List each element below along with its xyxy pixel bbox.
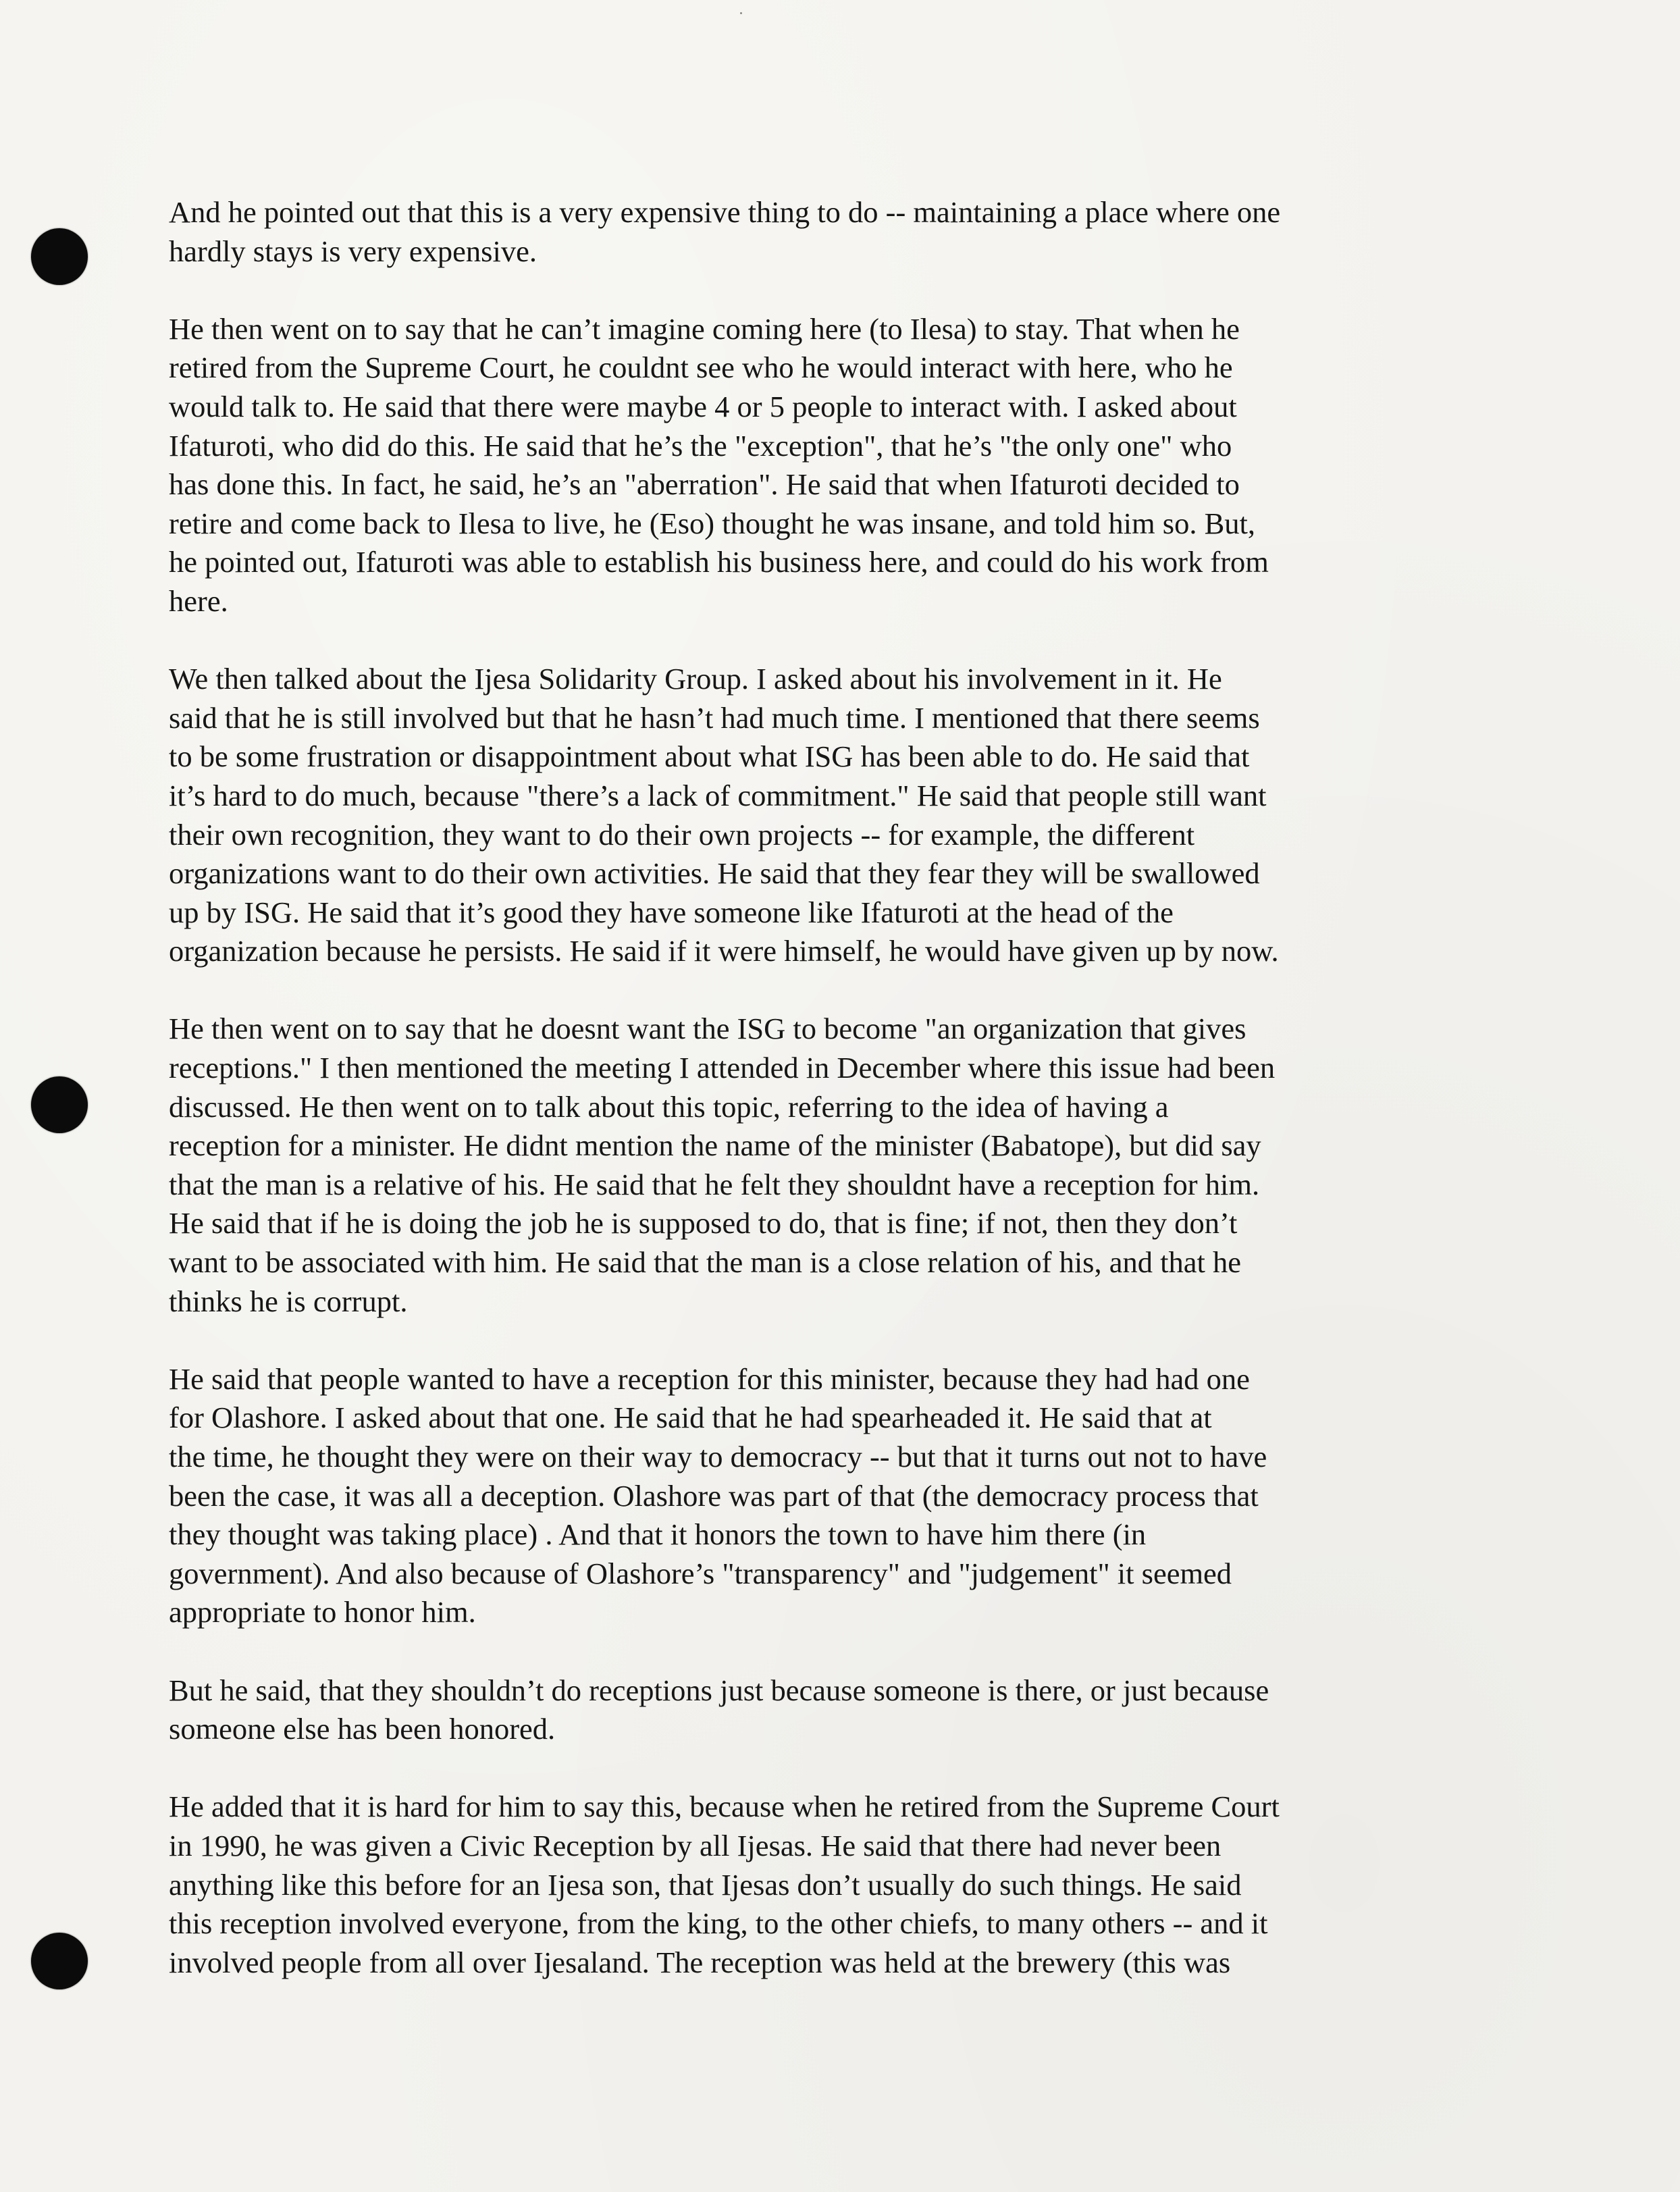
- text-line: in 1990, he was given a Civic Reception by all Ijesas. He said that there had never been: [169, 1828, 1222, 1862]
- text-line: discussed. He then went on to talk about this topic, referring to the idea of having a: [169, 1089, 1169, 1124]
- paragraph: [169, 193, 1492, 271]
- text-line: Ifaturoti, who did do this. He said that he’s the "exception", that he’s "the only one" who: [169, 428, 1232, 463]
- text-line: been the case, it was all a deception. Olashore was part of that (the democracy process that: [169, 1478, 1259, 1513]
- scan-speck: [740, 12, 742, 14]
- text-line: We then talked about the Ijesa Solidarity Group. I asked about his involvement in it. He: [169, 662, 1222, 696]
- text-line: receptions." I then mentioned the meeting I attended in December where this issue had been: [169, 1051, 1276, 1085]
- punch-hole-top: [31, 228, 88, 285]
- text-line: to be some frustration or disappointment about what ISG has been able to do. He said that: [169, 739, 1250, 774]
- text-line: appropriate to honor him.: [169, 1595, 476, 1629]
- text-line: He then went on to say that he can’t imagine coming here (to Ilesa) to stay. That when he: [169, 311, 1240, 346]
- text-line: He said that if he is doing the job he is supposed to do, that is fine; if not, then they don’t: [169, 1206, 1238, 1241]
- punch-hole-bottom: [31, 1933, 88, 1989]
- text-line: for Olashore. I asked about that one. He said that he had spearheaded it. He said that at: [169, 1401, 1212, 1435]
- text-line: want to be associated with him. He said that the man is a close relation of his, and that he: [169, 1245, 1241, 1280]
- text-line: anything like this before for an Ijesa son, that Ijesas don’t usually do such things. He said: [169, 1867, 1242, 1902]
- text-line: reception for a minister. He didnt mention the name of the minister (Babatope), but did say: [169, 1128, 1261, 1163]
- text-line: organizations want to do their own activities. He said that they fear they will be swallowed: [169, 856, 1260, 891]
- text-line: someone else has been honored.: [169, 1712, 556, 1746]
- text-line: their own recognition, they want to do their own projects -- for example, the different: [169, 817, 1195, 852]
- text-line: But he said, that they shouldn’t do receptions just because someone is there, or just because: [169, 1673, 1269, 1707]
- text-line: He said that people wanted to have a reception for this minister, because they had had one: [169, 1361, 1250, 1396]
- text-line: retired from the Supreme Court, he couldnt see who he would interact with here, who he: [169, 350, 1233, 385]
- text-line: it’s hard to do much, because "there’s a lack of commitment." He said that people still want: [169, 778, 1267, 812]
- text-line: he pointed out, Ifaturoti was able to establish his business here, and could do his work from: [169, 545, 1269, 579]
- paragraph: [169, 1360, 1492, 1632]
- text-line: the time, he thought they were on their way to democracy -- but that it turns out not to have: [169, 1440, 1267, 1473]
- text-line: said that he is still involved but that he hasn’t had much time. I mentioned that there seems: [169, 700, 1260, 735]
- text-line: involved people from all over Ijesaland. The reception was held at the brewery (this was: [169, 1945, 1231, 1979]
- paragraph: [169, 310, 1492, 621]
- text-line: And he pointed out that this is a very expensive thing to do -- maintaining a place where one: [169, 195, 1281, 229]
- punch-hole-middle: [31, 1076, 88, 1133]
- paragraph: [169, 1010, 1492, 1321]
- text-line: this reception involved everyone, from the king, to the other chiefs, to many others -- and it: [169, 1906, 1268, 1941]
- text-line: up by ISG. He said that it’s good they have someone like Ifaturoti at the head of the: [169, 895, 1174, 929]
- text-line: He added that it is hard for him to say this, because when he retired from the Supreme Court: [169, 1790, 1280, 1824]
- text-line: would talk to. He said that there were maybe 4 or 5 people to interact with. I asked about: [169, 389, 1237, 423]
- text-line: here.: [169, 583, 228, 618]
- text-line: government). And also because of Olashore’s "transparency" and "judgement" it seemed: [169, 1556, 1232, 1590]
- text-line: they thought was taking place) . And that it honors the town to have him there (in: [169, 1517, 1147, 1552]
- paragraph: [169, 1671, 1492, 1749]
- text-line: retire and come back to Ilesa to live, he (Eso) thought he was insane, and told him so. But,: [169, 506, 1256, 540]
- paragraph: [169, 660, 1492, 971]
- document-body: [169, 193, 1492, 2021]
- text-line: hardly stays is very expensive.: [169, 234, 537, 268]
- text-line: organization because he persists. He said if it were himself, he would have given up by now.: [169, 934, 1279, 968]
- paragraph: [169, 1787, 1492, 1982]
- text-line: that the man is a relative of his. He said that he felt they shouldnt have a reception for him.: [169, 1167, 1260, 1201]
- text-line: has done this. In fact, he said, he’s an "aberration". He said that when Ifaturoti decided to: [169, 467, 1240, 502]
- text-line: He then went on to say that he doesnt want the ISG to become "an organization that gives: [169, 1012, 1246, 1046]
- text-line: thinks he is corrupt.: [169, 1284, 408, 1318]
